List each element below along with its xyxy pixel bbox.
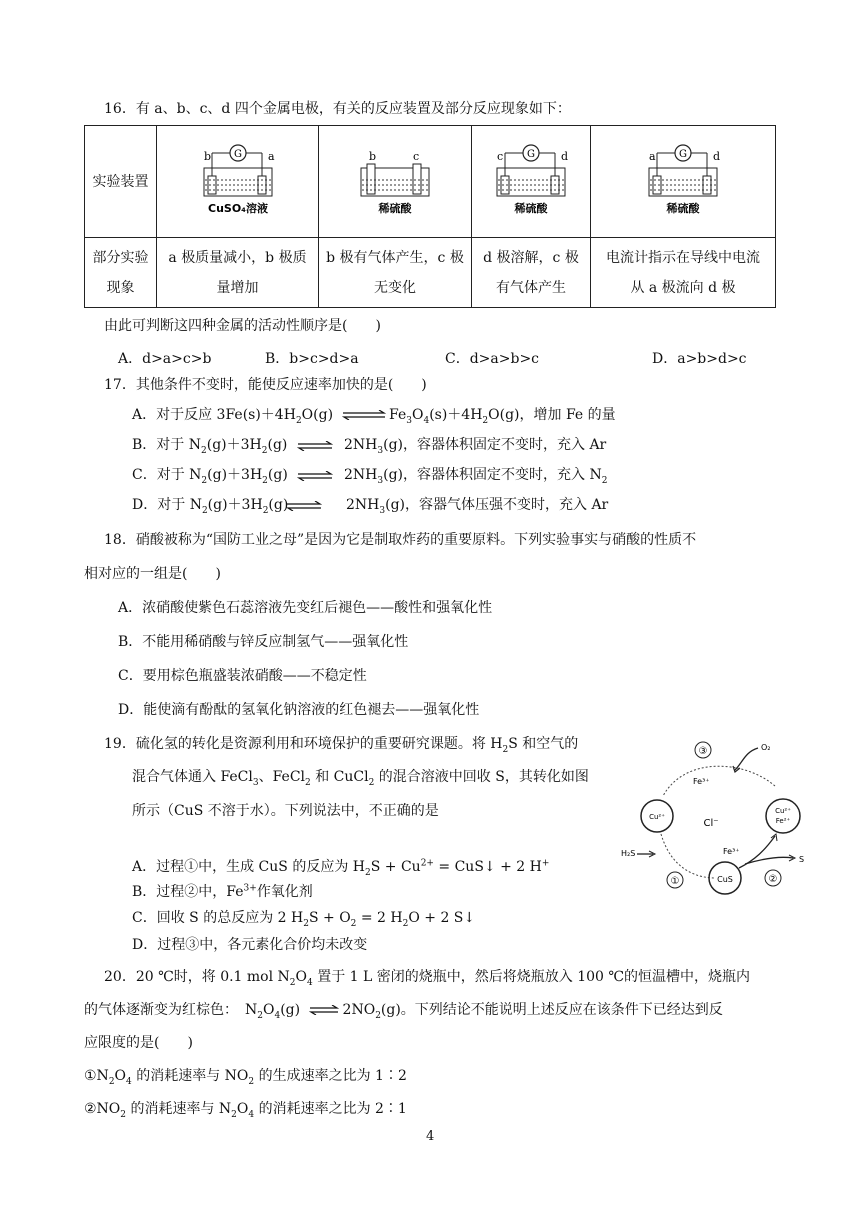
q20-item-1: $①N_2O_4$ 的消耗速率与 $NO_2$ 的生成速率之比为 1∶2 (84, 1068, 407, 1087)
q19-option-b: B．过程②中，$Fe^{3+}$作氧化剂 (132, 883, 313, 900)
svg-text:Cl⁻: Cl⁻ (703, 818, 719, 829)
svg-text:O₂: O₂ (761, 743, 771, 752)
q17-stem: 17．其他条件不变时，能使反应速率加快的是( ) (104, 377, 427, 393)
q18-stem-line1: 18．硝酸被称为“国防工业之母”是因为它是制取炸药的重要原料。下列实验事实与硝酸的性质不 (104, 532, 697, 548)
svg-text:Fe³⁺: Fe³⁺ (693, 777, 710, 786)
q20-item-2: $②NO_2$ 的消耗速率与 $N_2O_4$ 的消耗速率之比为 2∶1 (84, 1101, 407, 1120)
device-3 (472, 126, 591, 238)
cell-diagram-4 (643, 140, 723, 220)
equilibrium-arrow-icon (342, 410, 386, 420)
svg-text:Fe³⁺: Fe³⁺ (723, 847, 740, 856)
q17-option-a-product: $Fe_3O_4(s)+4H_2O(g)$，增加 Fe 的量 (389, 407, 616, 426)
solution-label: CuSO₄溶液 (207, 201, 268, 215)
q16-question: 由此可判断这四种金属的活动性顺序是( ) (104, 318, 381, 334)
q16-option-c: C．d>a>b>c (445, 351, 540, 367)
q18-option-b: B．不能用稀硝酸与锌反应制氢气——强氧化性 (118, 634, 409, 650)
electrode-label: b (369, 149, 377, 163)
cu2-fe2-ion-node (766, 799, 800, 833)
phenomenon-1: a 极质量减小，b 极质 量增加 (157, 238, 319, 308)
q19-stem-line3: 所示（CuS 不溶于水）。下列说法中，不正确的是 (132, 803, 439, 819)
q16-option-a: A．d>a>c>b (118, 351, 212, 367)
q17-option-c: C．对于 $N_2(g)+3H_2(g)$ (132, 467, 288, 486)
svg-text:②: ② (768, 874, 778, 885)
electrode-label: c (413, 149, 420, 163)
svg-text:S: S (799, 855, 805, 864)
device-2 (319, 126, 472, 238)
sulfur-recovery-cycle-diagram (615, 738, 815, 898)
q18-option-a: A．浓硝酸使紫色石蕊溶液先变红后褪色——酸性和强氧化性 (118, 600, 493, 616)
q20-stem-line2: 的气体逐渐变为红棕色： $N_2O_4(g)$ $2NO_2(g)$。下列结论不能说明上述反应在该条件下已经达到反 (84, 1002, 723, 1021)
svg-text:CuS: CuS (717, 875, 733, 884)
cell-diagram-1 (198, 140, 278, 220)
svg-text:G: G (233, 148, 242, 160)
q17-option-b: B．对于 $N_2(g)+3H_2(g)$ (132, 437, 288, 456)
equilibrium-arrow-icon (286, 501, 322, 511)
electrode-label: b (203, 149, 211, 163)
q19-option-d: D．过程③中，各元素化合价均未改变 (132, 937, 368, 953)
electrode-label: d (713, 149, 721, 163)
svg-text:Fe²⁺: Fe²⁺ (775, 817, 791, 825)
q18-option-d: D．能使滴有酚酞的氢氧化钠溶液的红色褪去——强氧化性 (118, 702, 480, 718)
electrode-label: a (267, 149, 275, 163)
cell-diagram-2 (355, 140, 435, 220)
row-header-phenomenon: 部分实验 现象 (85, 238, 157, 308)
electrode-label: c (497, 149, 504, 163)
svg-text:Cu²⁺: Cu²⁺ (649, 813, 665, 821)
q18-stem-line2: 相对应的一组是( ) (84, 566, 221, 582)
svg-text:③: ③ (698, 746, 708, 757)
q16-option-b: B．b>c>d>a (265, 351, 359, 367)
q19-option-a: A．过程①中，生成 CuS 的反应为 $H_2S + Cu^{2+}$ = CuS↓ + 2 H+ (132, 858, 550, 878)
solution-label: 稀硫酸 (514, 201, 548, 215)
q19-stem-line1: 19．硫化氢的转化是资源利用和环境保护的重要研究课题。将 $H_2S$ 和空气的 (104, 736, 579, 755)
q18-option-c: C．要用棕色瓶盛装浓硝酸——不稳定性 (118, 668, 367, 684)
q17-option-b-tail: $2NH_3(g)$，容器体积固定不变时，充入 Ar (344, 437, 607, 456)
q20-stem-line1: 20．20 ℃时，将 0.1 mol $N_2O_4$ 置于 1 L 密闭的烧瓶中，然后将烧瓶放入 100 ℃的恒温槽中，烧瓶内 (104, 969, 751, 988)
electrode-label: d (561, 149, 569, 163)
electrode-label: a (649, 149, 656, 163)
solution-label: 稀硫酸 (666, 201, 700, 215)
svg-text:G: G (527, 148, 535, 160)
device-1 (157, 126, 319, 238)
equilibrium-arrow-icon (297, 441, 333, 451)
equilibrium-arrow-icon (309, 1005, 339, 1015)
phenomenon-2: b 极有气体产生，c 极 无变化 (319, 238, 472, 308)
page-number: 4 (426, 1129, 435, 1144)
solution-label: 稀硫酸 (378, 201, 412, 215)
q16-option-d: D．a>b>d>c (652, 351, 747, 367)
q19-stem-line2: 混合气体通入 FeCl$_3$、FeCl$_2$ 和 CuCl$_2$ 的混合溶液中回收 S，其转化如图 (132, 769, 589, 788)
q16-stem: 16．有 a、b、c、d 四个金属电极，有关的反应装置及部分反应现象如下： (104, 101, 571, 117)
equilibrium-arrow-icon (297, 471, 333, 481)
phenomenon-3: d 极溶解，c 极 有气体产生 (472, 238, 591, 308)
experiment-table (84, 125, 776, 308)
q17-option-d: D．对于 $N_2(g)+3H_2(g)$ (132, 497, 289, 516)
svg-text:G: G (679, 148, 687, 160)
q19-option-c: C．回收 S 的总反应为 2 $H_2S + O_2 = 2$ $H_2O + 2$ S↓ (132, 910, 476, 929)
phenomenon-4: 电流计指示在导线中电流 从 a 极流向 d 极 (591, 238, 776, 308)
device-4 (591, 126, 776, 238)
svg-text:H₂S: H₂S (621, 849, 636, 858)
svg-text:①: ① (670, 876, 680, 887)
q20-stem-line3: 应限度的是( ) (84, 1035, 193, 1051)
svg-text:Cu²⁺: Cu²⁺ (775, 807, 791, 815)
q17-option-a: A．对于反应 $3Fe(s)+4H_2O(g)$ (132, 408, 390, 422)
q17-option-d-tail: $2NH_3(g)$，容器气体压强不变时，充入 Ar (346, 497, 609, 516)
q17-option-c-tail: $2NH_3(g)$，容器体积固定不变时，充入 $N_2$ (344, 467, 608, 486)
cell-diagram-3 (491, 140, 571, 220)
row-header-device: 实验装置 (85, 126, 157, 238)
